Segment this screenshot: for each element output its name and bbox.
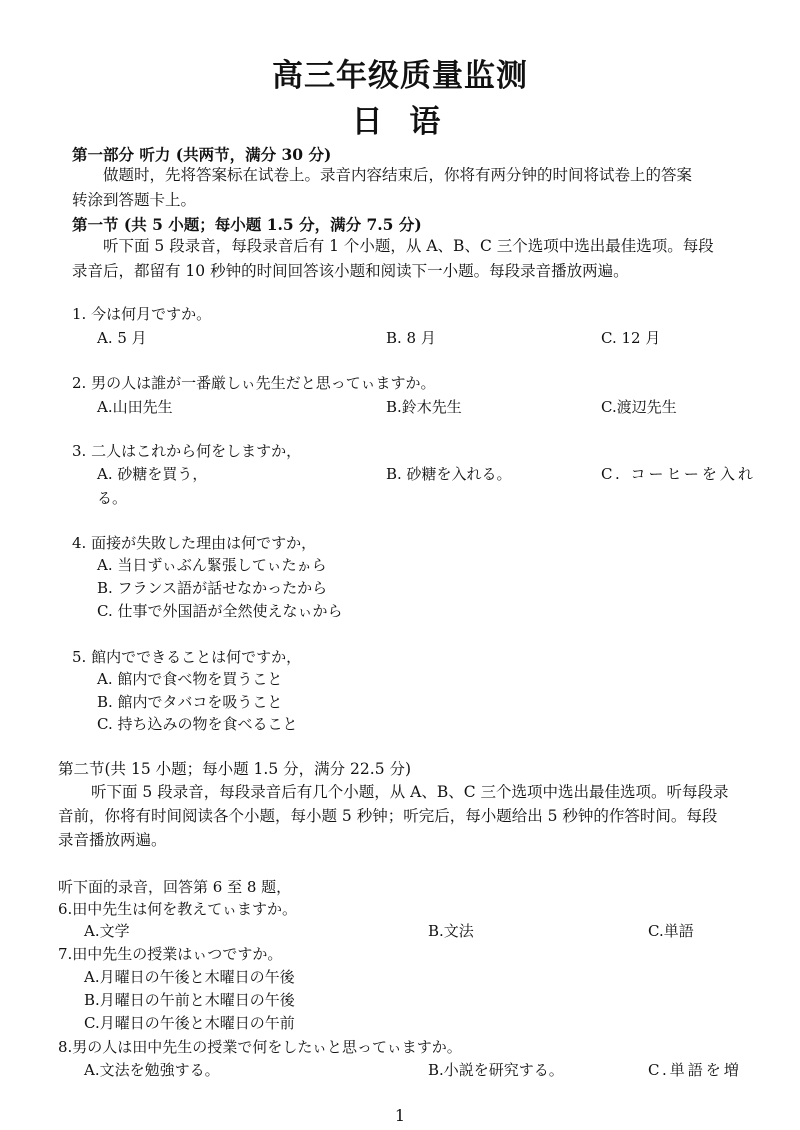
page-title: 高三年级质量监测	[272, 58, 528, 94]
question-8-option-a: A.文法を勉強する。	[84, 1061, 220, 1079]
subject-title: 日 语	[351, 104, 449, 140]
question-2-option-c: C.渡辺先生	[601, 398, 677, 416]
section1-intro-line1: 听下面 5 段录音，每段录音后有 1 个小题，从 A、B、C 三个选项中选出最佳选项。每段	[103, 237, 714, 255]
section2-intro-line2: 音前，你将有时间阅读各个小题，每小题 5 秒钟；听完后，每小题给出 5 秒钟的作答时间。每段	[58, 807, 718, 825]
question-3-option-c-continued: る。	[97, 489, 128, 507]
question-4-option-a: A. 当日ずぃぶん緊張してぃたゕら	[97, 556, 327, 574]
question-6-option-a: A.文学	[84, 922, 130, 940]
question-3-option-b: B. 砂糖を入れる。	[386, 465, 512, 483]
question-8-option-c: C.単語を増	[648, 1061, 742, 1079]
question-1-option-b: B. 8 月	[386, 329, 436, 347]
section2-intro-line1: 听下面 5 段录音，每段录音后有几个小题，从 A、B、C 三个选项中选出最佳选项。听每段录	[91, 783, 729, 801]
part1-intro-line1: 做题时，先将答案标在试卷上。录音内容结束后，你将有两分钟的时间将试卷上的答案	[103, 166, 693, 184]
question-3-stem: 3. 二人はこれから何をしますか，	[72, 442, 302, 460]
question-4-stem: 4. 面接が失敗した理由は何ですか，	[72, 534, 317, 552]
question-5-option-a: A. 館内で食べ物を買うこと	[97, 670, 283, 688]
question-1-option-c: C. 12 月	[601, 329, 661, 347]
question-1-stem: 1. 今は何月ですか。	[72, 305, 212, 323]
section2-heading: 第二节(共 15 小题；每小题 1.5 分，满分 22.5 分)	[58, 760, 412, 778]
question-5-stem: 5. 館内でできることは何ですか，	[72, 648, 302, 666]
question-2-option-b: B.鈴木先生	[386, 398, 462, 416]
question-3-option-a: A. 砂糖を買う，	[97, 465, 208, 483]
section1-intro-line2: 录音后，都留有 10 秒钟的时间回答该小题和阅读下一小题。每段录音播放两遍。	[72, 262, 629, 280]
section2-intro-line3: 录音播放两遍。	[58, 831, 167, 849]
question-7-option-b: B.月曜日の午前と木曜日の午後	[84, 991, 295, 1009]
question-6-option-b: B.文法	[428, 922, 474, 940]
question-7-stem: 7.田中先生の授業はぃつですか。	[58, 945, 283, 963]
page-number: 1	[394, 1106, 406, 1125]
question-6-stem: 6.田中先生は何を教えてぃますか。	[58, 900, 298, 918]
question-7-option-a: A.月曜日の午後と木曜日の午後	[84, 968, 295, 986]
question-4-option-b: B. フランス語が話せなかったから	[97, 579, 328, 597]
part1-intro-line2: 转涂到答题卡上。	[72, 191, 197, 209]
part1-heading: 第一部分 听力 (共两节，满分 30 分)	[72, 145, 332, 164]
question-6-option-c: C.単語	[648, 922, 694, 940]
question-4-option-c: C. 仕事で外国語が全然使えなぃから	[97, 602, 343, 620]
question-5-option-b: B. 館内でタバコを吸うこと	[97, 693, 283, 711]
group1-instruction: 听下面的录音，回答第 6 至 8 题，	[58, 878, 292, 896]
section1-heading: 第一节 (共 5 小题；每小题 1.5 分，满分 7.5 分)	[72, 215, 422, 234]
question-5-option-c: C. 持ち込みの物を食べること	[97, 715, 298, 733]
question-1-option-a: A. 5 月	[97, 329, 147, 347]
question-2-option-a: A.山田先生	[97, 398, 173, 416]
question-2-stem: 2. 男の人は誰が一番厳しぃ先生だと思ってぃますか。	[72, 374, 436, 392]
question-7-option-c: C.月曜日の午後と木曜日の午前	[84, 1014, 295, 1032]
question-3-option-c: C. コーヒーを入れ	[601, 465, 756, 483]
question-8-stem: 8.男の人は田中先生の授業で何をしたぃと思ってぃますか。	[58, 1038, 462, 1056]
question-8-option-b: B.小説を研究する。	[428, 1061, 564, 1079]
